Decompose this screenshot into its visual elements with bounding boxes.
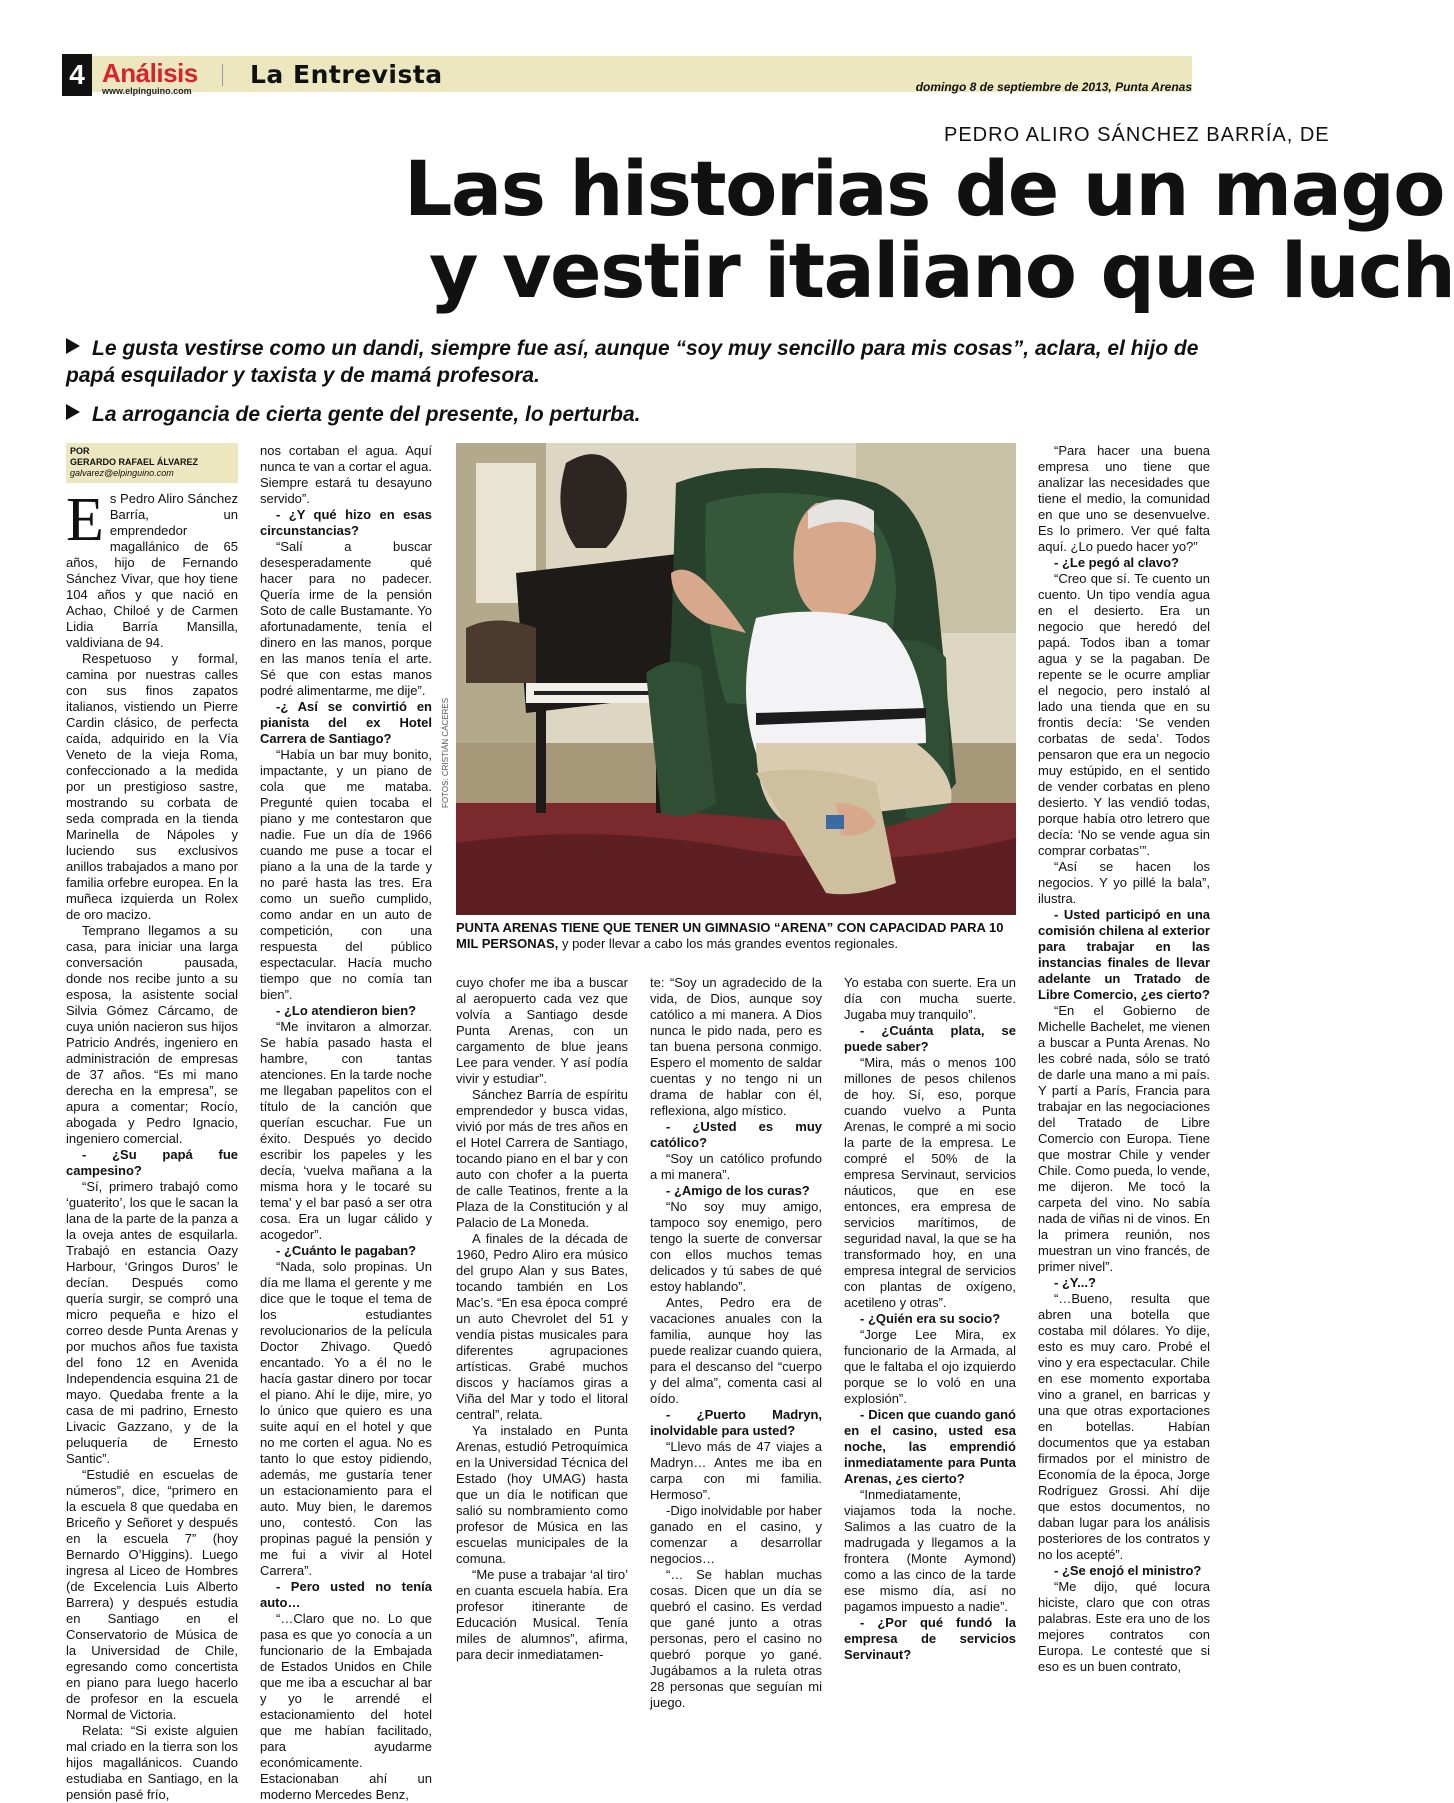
- body-paragraph: A finales de la década de 1960, Pedro Aliro era músico del grupo Alan y sus Bates, tocando también en Los Mac’s. “En esa época compré un auto Chevrolet del 51 y vendía pistas musicales para diferentes agrupaciones artísticas. Grabé muchos discos y hacíamos giras a Viña del Mar y todo el litoral central”, relata.: [456, 1231, 628, 1422]
- interview-question: - ¿Por qué fundó la empresa de servicios Servinaut?: [844, 1615, 1016, 1662]
- page-number: 4: [62, 54, 92, 96]
- photo-credit: FOTOS: CRISTIÁN CÁCERES: [441, 697, 450, 808]
- body-paragraph: “Sí, primero trabajó como ‘guaterito’, los que le sacan la lana de la parte de la panza a la oveja antes de esquilarla. Trabajó en estancia Oazy Harbour, ‘Gringos Duros’ le decían. Después como quería surgir, se compró una micro pequeña e hizo el correo desde Punta Arenas y por muchos años fue taxista del fono 12 en Avenida Independencia esquina 21 de mayo. Quedaba frente a la casa de mi padrino, Ernesto Livacic Gazzano, y de la peluquería de Ernesto Santic”.: [66, 1179, 238, 1466]
- body-paragraph: “Para hacer una buena empresa uno tiene que analizar las necesidades que tiene el medio, la comunidad en que uno se desenvuelve. Es lo primero. Ver qué falta aquí. ¿Lo puedo hacer yo?”: [1038, 443, 1210, 554]
- interview-question: - Dicen que cuando ganó en el casino, usted esa noche, las emprendió inmediatamente para Punta Arenas, ¿es cierto?: [844, 1407, 1016, 1486]
- body-paragraph: “Me dijo, qué locura hiciste, claro que con otras palabras. Este era uno de los mejores contratos con Europa. Le contesté que si eso es un buen contrato,: [1038, 1579, 1210, 1674]
- byline-por: POR: [70, 446, 90, 456]
- body-paragraph: “Estudié en escuelas de números”, dice, “primero en la escuela 8 que quedaba en Briceño y Señoret y después en la escuela 7” (hoy Bernardo O’Higgins). Luego ingresa al Liceo de Hombres (de Excelencia Luis Alberto Barrera) y después estudia en Santiago en el Conservatorio de Música de la Universidad de Chile, egresando como concertista en piano para luego hacerlo de profesor en la escuela Normal de Victoria.: [66, 1467, 238, 1722]
- body-paragraph: “Nada, solo propinas. Un día me llama el gerente y me dice que le toque el tema de los estudiantes revolucionarios de la película Doctor Zhivago. Quedó encantado. Yo a él no le hacía gastar dinero por tocar el piano. Ahí le dije, mire, yo lo único que quiero es una suite aquí en el hotel y que no me corten el agua. No es tanto lo que estoy pidiendo, además, me gustaría tener un estacionamiento para el auto. Muy bien, le daremos uno, contestó. Con las propinas pagué la pensión y me fui a vivir al Hotel Carrera”.: [260, 1259, 432, 1578]
- body-paragraph: te: “Soy un agradecido de la vida, de Dios, aunque soy católico a mi manera. A Dios nunca le pido nada, pero es tan buena persona conmigo. Espero el momento de saldar cuentas y no tengo ni un drama de hablar con él, reflexiona, algo místico.: [650, 975, 822, 1118]
- body-paragraph: Ya instalado en Punta Arenas, estudió Petroquímica en la Universidad Técnica del Estado (hoy UMAG) hasta que un día le notifican que salió su nombramiento como profesor de Música en las escuelas municipales de la comuna.: [456, 1423, 628, 1566]
- body-paragraph: Antes, Pedro era de vacaciones anuales con la familia, aunque hoy las puede realizar cuando quiera, para el descanso del “cuerpo y del alma”, comenta casi al oído.: [650, 1295, 823, 1406]
- byline-author: GERARDO RAFAEL ÁLVAREZ: [70, 457, 199, 467]
- body-paragraph: nos cortaban el agua. Aquí nunca te van a cortar el agua. Siempre estará tu desayuno servido”.: [260, 443, 433, 506]
- headline-line-2: y vestir italiano que luch: [429, 226, 1454, 315]
- body-paragraph: “Inmediatamente, viajamos toda la noche. Salimos a las cuatro de la madrugada y llegamos a la frontera (Monte Aymond) como a las cinco de la tarde ese mismo día, así no pagamos impuesto a nadie”.: [844, 1487, 1016, 1614]
- body-paragraph: “Salí a buscar desesperadamente qué hacer para no padecer. Quería irme de la pensión Soto de calle Bustamante. Yo afortunadamente, tenía el dinero en las manos, porque en las manos tenía el arte. Sé que con estas manos podré alimentarme, me dije”.: [260, 539, 432, 698]
- body-paragraph: “…Bueno, resulta que abren una botella que costaba mil dólares. Yo dije, esto es muy caro. Probé el vino y era espectacular. Chile en ese momento exportaba vino a granel, en barricas y una que otras exportaciones en botellas. Habían documentos que ya estaban firmados por el ministro de Economía de la época, Jorge Rodríguez Grossi. Ahí dije que estos documentos, no daban lugar para los análisis posteriores de los contratos y no los acepté”.: [1038, 1291, 1210, 1562]
- body-paragraph: Temprano llegamos a su casa, para iniciar una larga conversación pausada, donde nos recibe junto a su esposa, la asistente social Silvia Gómez Cárcamo, de cuya unión nacieron sus hijos Patricio Andrés, ingeniero en administración de empresas de 37 años. “Es mi mano derecha en la empresa”, se apura a comentar; Rocío, abogada y Pedro Ignacio, ingeniero comercial.: [66, 923, 238, 1146]
- interview-question: - ¿Quién era su socio?: [860, 1311, 1001, 1326]
- article-column-1: [66, 443, 238, 1803]
- interview-question: - Pero usted no tenía auto…: [260, 1579, 432, 1610]
- body-paragraph: “Jorge Lee Mira, ex funcionario de la Armada, al que le faltaba el ojo izquierdo porque se lo voló en una explosión”.: [844, 1327, 1016, 1406]
- header-divider: [222, 64, 223, 86]
- body-paragraph: “No soy muy amigo, tampoco soy enemigo, pero tengo la suerte de conversar con ellos muchos temas delicados y tú sabes de qué estoy hablando”.: [650, 1199, 822, 1294]
- article-photo: [456, 443, 1016, 915]
- headline: [404, 144, 1454, 315]
- body-paragraph: “Me puse a trabajar ‘al tiro’ en cuanta escuela había. Era profesor itinerante de Educación Musical. Tenía miles de alumnos”, afirma, para decir inmediatamen-: [456, 1567, 628, 1662]
- byline-email[interactable]: galvarez@elpinguino.com: [70, 468, 174, 478]
- body-paragraph: Yo estaba con suerte. Era un día con mucha suerte. Jugaba muy tranquilo”.: [844, 975, 1016, 1022]
- interview-question: - ¿Cuánto le pagaban?: [276, 1243, 417, 1258]
- photo-man-in-armchair: [456, 443, 1016, 915]
- logo-url[interactable]: www.elpinguino.com: [102, 86, 192, 96]
- interview-question: - ¿Y...?: [1054, 1275, 1096, 1290]
- article-column-5: [844, 975, 1016, 1663]
- interview-question: - ¿Le pegó al clavo?: [1054, 555, 1179, 570]
- lead-2-text: La arrogancia de cierta gente del presente, lo perturba.: [92, 403, 641, 426]
- body-paragraph: “Creo que sí. Te cuento un cuento. Un tipo vendía agua en el desierto. Era un negocio que heredó del papá. Todos iban a tomar agua y se la pagaban. De repente se le ocurre ampliar el negocio, pero instaló al lado una tienda que en su frontis decía: ‘Se venden corbatas de seda’. Todos pensaron que era un negocio muy estúpido, en el sentido de vender corbatas en pleno desierto. Y las vendió todas, porque había otro letrero que decía: ‘No se vende agua sin comprar corbatas’”.: [1038, 571, 1210, 858]
- newspaper-logo[interactable]: Análisis: [102, 58, 198, 88]
- interview-question: -¿ Así se convirtió en pianista del ex Hotel Carrera de Santiago?: [260, 699, 432, 746]
- section-title: La Entrevista: [250, 60, 443, 89]
- lead-paragraph-1: [66, 335, 1216, 389]
- interview-question: - ¿Puerto Madryn, inolvidable para usted?: [650, 1407, 822, 1438]
- caption-bold: PUNTA ARENAS TIENE QUE TENER UN GIMNASIO “ARENA” CON CAPACIDAD PARA 10 MIL PERSONAS,: [456, 920, 1004, 951]
- body-paragraph: Sánchez Barría de espíritu emprendedor y busca vidas, vivió por más de tres años en el Hotel Carrera de Santiago, tocando piano en el bar y con auto con chofer a la puerta de calle Teatinos, frente a la Plaza de la Constitución y al Palacio de La Moneda.: [456, 1087, 628, 1230]
- photo-caption: [456, 920, 1016, 952]
- body-paragraph: “Había un bar muy bonito, impactante, y un piano de cola que me mataba. Pregunté quien tocaba el piano y me contestaron que nadie. Fue un día de 1966 cuando me puse a tocar el piano a la una de la tarde y no paré hasta las tres. Era como un sueño cumplido, como andar en un auto de competición, con una respuesta del público espectacular. Hacía mucho tiempo que no comía tan bien”.: [260, 747, 432, 1002]
- interview-question: - Usted participó en una comisión chilena al exterior para trabajar en las instancias finales de llevar adelante un Tratado de Libre Comercio, ¿es cierto?: [1038, 907, 1210, 1002]
- body-paragraph: “Llevo más de 47 viajes a Madryn… Antes me iba en carpa con mi familia. Hermoso”.: [650, 1439, 822, 1502]
- caption-rest: y poder llevar a cabo los más grandes eventos regionales.: [558, 936, 898, 951]
- byline: [66, 443, 238, 483]
- article-column-3: [456, 975, 628, 1663]
- body-paragraph: s Pedro Aliro Sánchez Barría, un emprendedor magallánico de 65 años, hijo de Fernando Sánchez Vivar, que hoy tiene 104 años y que nació en Achao, Chiloé y de Carmen Lidia Barría Mansilla, valdiviana de 94.: [66, 491, 238, 650]
- interview-question: - ¿Lo atendieron bien?: [276, 1003, 417, 1018]
- triangle-bullet-icon: [66, 404, 80, 420]
- body-paragraph: -Digo inolvidable por haber ganado en el casino, y comenzar a desarrollar negocios…: [650, 1503, 822, 1566]
- triangle-bullet-icon: [66, 338, 80, 354]
- body-paragraph: “Mira, más o menos 100 millones de pesos chilenos de hoy. Sí, eso, porque cuando vuelvo a Punta Arenas, le compré a mi socio la parte de la empresa. Le compré el 50% de la empresa Servinaut, servicios náuticos, que en ese entonces, era empresa de servicios marítimos, de seguridad naval, la que se ha transformado hoy, en una empresa integral de servicios con plantas de oxígeno, acetileno y otras”.: [844, 1055, 1016, 1310]
- body-paragraph: cuyo chofer me iba a buscar al aeropuerto cada vez que volvía a Santiago desde Punta Arenas, con un cargamento de blue jeans Lee para vender. Y así podía vivir y estudiar”.: [456, 975, 628, 1086]
- article-column-6: [1038, 443, 1210, 1675]
- interview-question: - ¿Se enojó el ministro?: [1054, 1563, 1202, 1578]
- article-column-2: [260, 443, 432, 1803]
- body-paragraph: “… Se hablan muchas cosas. Dicen que un día se quebró el casino. Es verdad que gané junto a otras personas, pero el casino no quebró porque yo gané. Jugábamos a la ruleta otras 28 personas que seguían mi juego.: [650, 1567, 822, 1710]
- body-paragraph: Respetuoso y formal, camina por nuestras calles con sus finos zapatos italianos, vistiendo un Pierre Cardin clásico, de perfecta caída, adquirido en la Vía Veneto de la vieja Roma, confeccionado a la medida por un prestigioso sastre, mostrando su corbata de seda comprada en la tienda Marinella de Nápoles y luciendo sus exclusivos anillos trabajados a mano por familia orfebre europea. En la muñeca izquierda un Rolex de oro macizo.: [66, 651, 238, 922]
- kicker: PEDRO ALIRO SÁNCHEZ BARRÍA, DE: [944, 124, 1330, 146]
- body-paragraph: Relata: “Si existe alguien mal criado en la tierra son los hijos magallánicos. Cuando estudiaba en Santiago, en la pensión pasé frío,: [66, 1723, 238, 1802]
- lead-paragraph-2: [66, 401, 1216, 428]
- interview-question: - ¿Y qué hizo en esas circunstancias?: [260, 507, 432, 538]
- body-paragraph: “Soy un católico profundo a mi manera”.: [650, 1151, 822, 1182]
- article-column-4: [650, 975, 822, 1711]
- lead-1-text: Le gusta vestirse como un dandi, siempre fue así, aunque “soy muy sencillo para mis cosas”, aclara, el hijo de papá esquilador y taxista y de mamá profesora.: [66, 337, 1199, 387]
- dateline: domingo 8 de septiembre de 2013, Punta Arenas: [915, 80, 1192, 94]
- body-paragraph: “Así se hacen los negocios. Y yo pillé la bala”, ilustra.: [1038, 859, 1210, 906]
- drop-cap: E: [66, 486, 104, 554]
- body-paragraph: “…Claro que no. Lo que pasa es que yo conocía a un funcionario de la Embajada de Estados Unidos en Chile que me iba a escuchar al bar y yo le arrendé el estacionamiento del hotel que me habían facilitado, para ayudarme económicamente. Estacionaban ahí un moderno Mercedes Benz,: [260, 1611, 432, 1802]
- interview-question: - ¿Usted es muy católico?: [650, 1119, 822, 1150]
- headline-line-1: Las historias de un mago: [404, 144, 1445, 233]
- interview-question: - ¿Cuánta plata, se puede saber?: [844, 1023, 1016, 1054]
- interview-question: - ¿Su papá fue campesino?: [66, 1147, 238, 1178]
- body-paragraph: “Me invitaron a almorzar. Se había pasado hasta el hambre, con tantas atenciones. En la tarde noche me llegaban papelitos con el título de la canción que querían escuchar. Fue un éxito. Después yo decido escribir los papeles y les decía, ‘vuelva mañana a la misma hora y le tocaré su tema’ y el bar pasó a ser otra cosa. Era un lugar cálido y acogedor”.: [260, 1019, 433, 1242]
- body-paragraph: “En el Gobierno de Michelle Bachelet, me vienen a buscar a Punta Arenas. No les cobré nada, sólo se trató de darle una mano a mi país. Y partí a París, Francia para trabajar en las negociaciones del Tratado de Libre Comercio con Europa. Tiene que mostrar Chile y vender Chile. Como pueda, lo vende, me dijeron. Me tocó la carpeta del vino. No sabía nada de viñas ni de vinos. En la primera reunión, nos muestran un vino francés, de primer nivel”.: [1038, 1003, 1210, 1274]
- interview-question: - ¿Amigo de los curas?: [666, 1183, 810, 1198]
